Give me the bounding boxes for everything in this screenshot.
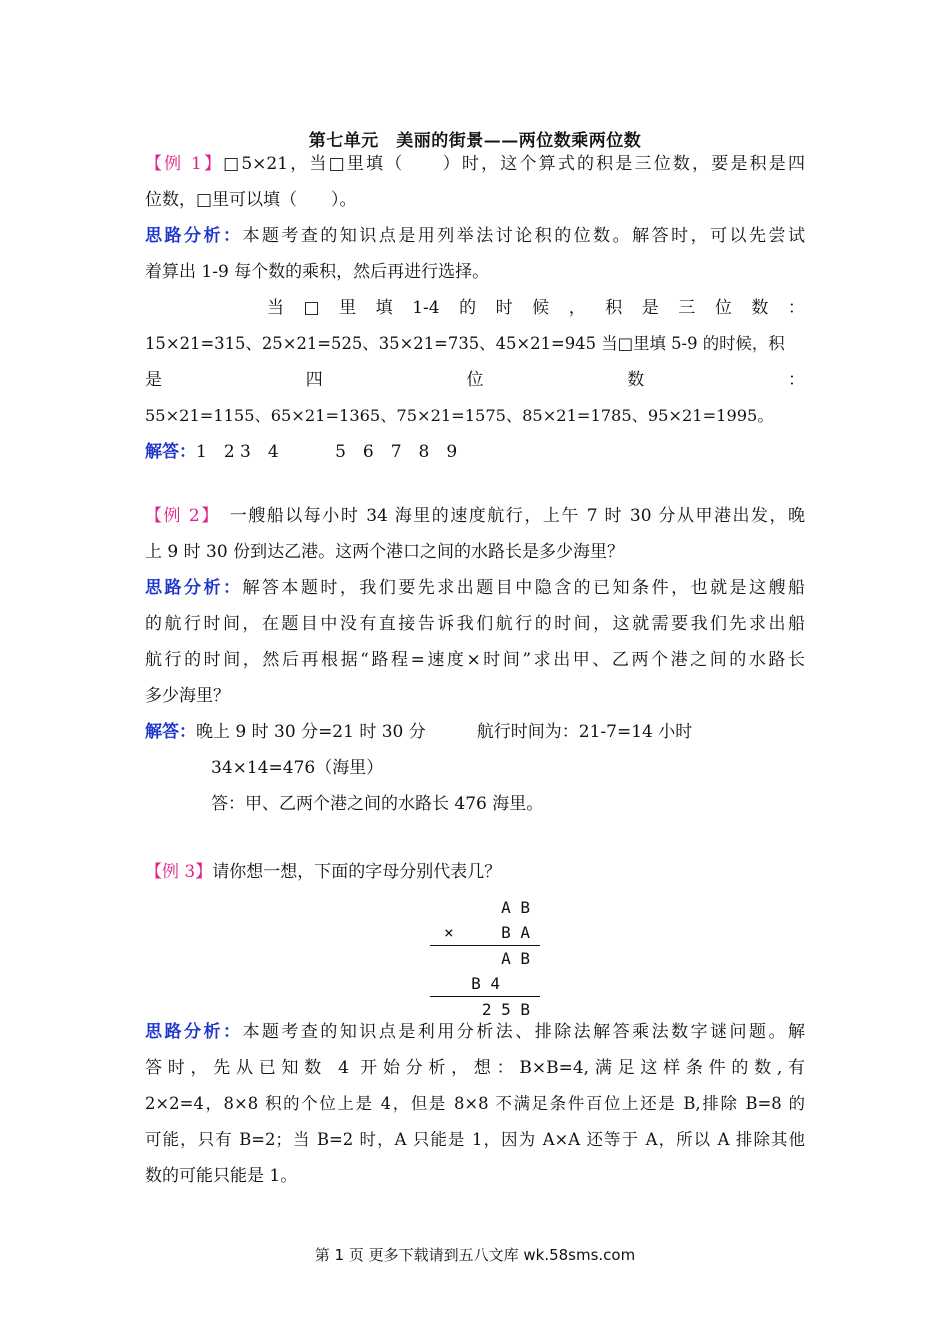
example-2-analysis: 思路分析：解答本题时，我们要先求出题目中隐含的已知条件，也就是这艘船 的航行时间，在题目中没有直接告诉我们航行的时间，这就需要我们先求出船 航行的时间，然后再根据“路程=速度×时间”求出甲、乙两个港之间的水路长 多少海里？ bbox=[145, 578, 806, 706]
example-1-tag: 【例 1】 bbox=[145, 154, 224, 174]
multiplier: B A bbox=[501, 923, 530, 942]
example-2-answer: 解答：晚上 9 时 30 分=21 时 30 分 航行时间为：21-7=14 小时 34×14=476（海里） 答：甲、乙两个港之间的水路长 476 海里。 bbox=[145, 722, 693, 814]
example-1-answer: 解答：1 2 3 4 5 6 7 8 9 bbox=[145, 442, 458, 462]
example-2-tag: 【例 2】 bbox=[145, 506, 212, 526]
analysis-label: 思路分析： bbox=[145, 578, 243, 598]
times-sign: × bbox=[444, 923, 454, 942]
example-3-tag: 【例 3】 bbox=[145, 862, 213, 882]
spread-line-1: 当 □ 里 填 1-4 的 时 候 ， 积 是 三 位 数 ： bbox=[267, 298, 805, 318]
example-3-question: 【例 3】请你想一想，下面的字母分别代表几？ bbox=[145, 862, 502, 882]
example-2-question: 【例 2】 一艘船以每小时 34 海里的速度航行，上午 7 时 30 分从甲港出发，晚 上 9 时 30 份到达乙港。这两个港口之间的水路长是多少海里？ bbox=[145, 506, 805, 562]
analysis-label: 思路分析： bbox=[145, 1022, 243, 1042]
example-1-question: 【例 1】□5×21，当□里填（ ）时，这个算式的积是三位数，要是积是四 位数，□里可以填（ ）。 bbox=[145, 154, 805, 210]
multiplier-row bbox=[420, 920, 540, 945]
page-title: 第七单元 美丽的街景——两位数乘两位数 bbox=[308, 131, 642, 151]
spread-line-2: 是 四 位 数 ： bbox=[145, 370, 805, 390]
page-footer: 第 1 页 更多下载请到五八文库 wk.58sms.com bbox=[314, 1246, 636, 1264]
answer-label: 解答： bbox=[145, 442, 196, 462]
partial-product-2: B 4 bbox=[471, 974, 500, 993]
example-1-working: 当 □ 里 填 1-4 的 时 候 ， 积 是 三 位 数 ： 15×21=315、25×21=525、35×21=735、45×21=945 当□里填 5-9 的时候，积 是 四 位 数 ： 55×21=1155、65×21=1365、75×21=1575、85×21=1785、95×21=1995。 bbox=[145, 290, 805, 434]
vertical-multiplication bbox=[420, 895, 540, 1022]
multiplicand: A B bbox=[501, 898, 530, 917]
partial-product-1: A B bbox=[501, 949, 530, 968]
answer-label: 解答： bbox=[145, 722, 196, 742]
product: 2 5 B bbox=[481, 1000, 530, 1019]
example-3-analysis: 思路分析：本题考查的知识点是利用分析法、排除法解答乘法数字谜问题。解 答时，先从已知数 4 开始分析，想：B×B=4,满足这样条件的数,有 2×2=4，8×8 积的个位上是 4，但是 8×8 不满足条件百位上还是 B,排除 B=8 的 可能，只有 B=2；当 B=2 时，A 只能是 1，因为 A×A 还等于 A，所以 A 排除其他 数的可能只能是 1。 bbox=[145, 1022, 806, 1186]
analysis-label: 思路分析： bbox=[145, 226, 243, 246]
example-1-analysis: 思路分析：本题考查的知识点是用列举法讨论积的位数。解答时，可以先尝试 着算出 1-9 每个数的乘积，然后再进行选择。 bbox=[145, 226, 806, 282]
